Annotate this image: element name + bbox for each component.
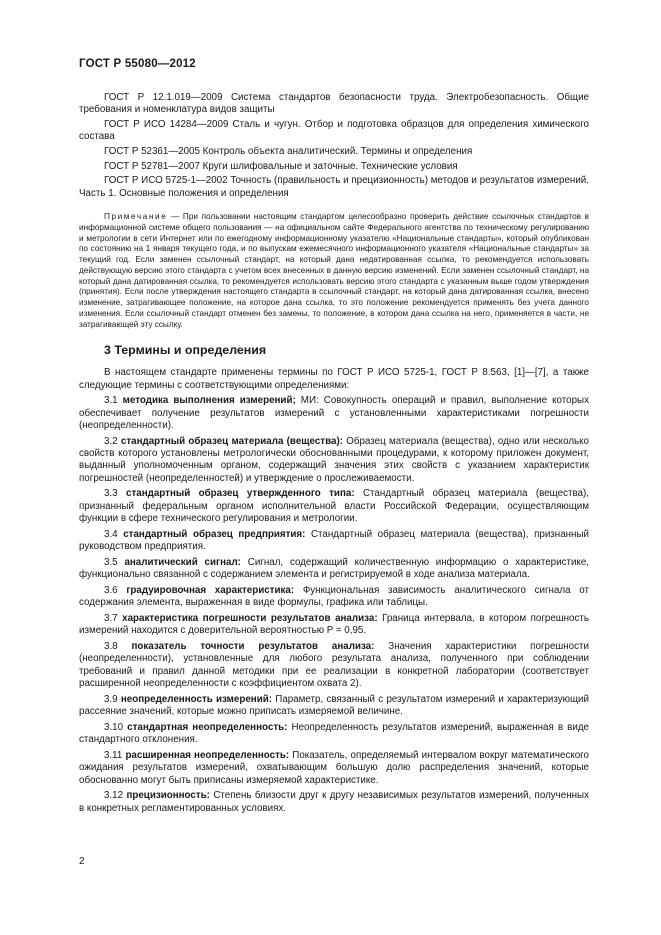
document-code-header: ГОСТ Р 55080—2012 [79,58,196,70]
note-paragraph [79,212,589,330]
term-entry [79,722,589,747]
term-number: 3.4 [104,528,118,540]
term-definition: Показатель, определяемый интервалом вокруг математического ожидания результатов измерений, охватывающим большую долю распределения значений, которые обоснованно могут быть приписаны измеряемой характеристике. [79,749,589,786]
term-name: стандартная неопределенность: [127,721,288,733]
term-entry [79,641,589,691]
section-intro: В настоящем стандарте применены термины по ГОСТ Р ИСО 5725-1, ГОСТ Р 8.563, [1]—[7], а также следующие термины с соответствующими определениями: [79,367,589,391]
term-entry [79,529,589,554]
term-definition: Неопределенность результатов измерений, выраженная в виде стандартного отклонения. [79,721,589,746]
term-number: 3.7 [104,612,118,624]
term-definition: МИ: Совокупность операций и правил, выполнение которых обеспечивает получение результатов измерений с установленными характеристиками погрешности (неопределенности). [79,395,589,432]
term-name: прецизионность: [126,790,210,802]
reference-item: ГОСТ Р ИСО 14284—2009 Сталь и чугун. Отбор и подготовка образцов для определения химического состава [79,119,589,143]
term-name: аналитический сигнал: [124,556,241,568]
page-number: 2 [79,856,85,867]
reference-item: ГОСТ Р 12.1.019—2009 Система стандартов безопасности труда. Электробезопасность. Общие требования и номенклатура видов защиты [79,92,589,116]
term-name: стандартный образец предприятия: [123,528,306,540]
term-number: 3.6 [104,584,118,596]
term-name: неопределенность измерений: [120,693,273,705]
term-number: 3.3 [104,488,118,500]
term-definition: Функциональная зависимость аналитического сигнала от содержания элемента, выраженная в виде формулы, графика или таблицы. [79,584,589,609]
term-number: 3.11 [104,749,123,761]
term-entry [79,395,589,432]
term-entry [79,436,589,486]
term-name: показатель точности результатов анализа: [131,640,375,652]
term-entry [79,750,589,787]
term-number: 3.8 [104,640,118,652]
reference-item: ГОСТ Р 52361—2005 Контроль объекта аналитический. Термины и определения [104,146,473,157]
reference-item: ГОСТ Р 52781—2007 Круги шлифовальные и заточные. Технические условия [104,160,458,172]
note-label: Примечание [104,212,168,221]
note-text: — При пользовании настоящим стандартом целесообразно проверить действие ссылочных стандартов в информационной системе общего пользования — на официальном сайте Федерального агентства по техническому регулированию и метрологии в сети Интернет или по ежегодному информационному указателю «Национальные стандарты», который опубликован по состоянию на 1 января текущего года, и по выпускам ежемесячного информационного указателя «Национальные стандарты» за текущий год. Если заменен ссылочный стандарт, на который дана недатированная ссылка, то рекомендуется использовать действующую версию этого стандарта с учетом всех внесенных в данную версию изменений. Если заменен ссылочный стандарт, на который дана датированная ссылка, то рекомендуется использовать версию этого стандарта с указанным выше годом утверждения (принятия). Если после утверждения настоящего стандарта в ссылочный стандарт, на который дана датированная ссылка, внесено изменение, затрагивающее положение, на которое дана ссылка, то это положение рекомендуется применять без учета данного изменения. Если ссылочный стандарт отменен без замены, то положение, в котором дана ссылка на него, применяется в части, не затрагивающей эту ссылку. [79,212,589,329]
term-name: стандартный образец материала (вещества): [120,435,343,447]
normative-references-list [79,92,589,200]
page-body [79,92,589,818]
term-definition: Значения характеристики погрешности (неопределенности), установленные для любого результата анализа, полученного при соблюдении требований и правил данной методики при ее реализации в конкретной лаборатории (соответствует расширенной неопределенности с коэффициентом охвата 2). [79,640,589,690]
term-name: градуировочная характеристика: [126,584,295,596]
term-name: характеристика погрешности результатов анализа: [122,612,378,624]
section-title: 3 Термины и определения [104,343,267,358]
term-number: 3.1 [104,395,118,407]
reference-item: ГОСТ Р ИСО 5725-1—2002 Точность (правильность и прецизионность) методов и результатов измерений. Часть 1. Основные положения и определения [79,175,589,199]
term-name: расширенная неопределенность: [125,749,290,761]
term-number: 3.5 [104,556,118,568]
term-entry [79,694,589,719]
term-number: 3.10 [104,721,124,733]
term-definition: Образец материала (вещества), одно или несколько свойств которого установлены метрологически обоснованными процедурами, к которому приложен документ, выданный уполномоченным органом, содержащий значения этих свойств с указанием характеристик погрешностей (неопределенностей) и утверждение о прослеживаемости. [79,435,589,484]
term-definition: Сигнал, содержащий количественную информацию о характеристике, функционально связанной с содержанием элемента и регистрируемой в ходе анализа материала. [79,556,589,581]
term-entry [79,790,589,815]
term-definition: Параметр, связанный с результатом измерений и характеризующий рассеяние значений, которые можно приписать измеряемой величине. [79,693,589,718]
term-definition: Стандартный образец материала (вещества), признанный федеральным органом исполнительной власти Российской Федерации, осуществляющим функции в сфере технического регулирования и метрологии. [79,488,589,525]
term-entry [79,613,589,638]
term-entry [79,488,589,525]
term-definition: Граница интервала, в котором погрешность измерений находится с доверительной вероятностью P = 0,95. [79,612,589,637]
term-entry [79,585,589,610]
term-definition: Стандартный образец материала (вещества), признанный руководством предприятия. [79,528,589,553]
term-number: 3.2 [104,435,118,447]
term-name: методика выполнения измерений; [122,395,296,407]
term-entry [79,557,589,582]
term-name: стандартный образец утвержденного типа: [126,488,355,500]
term-number: 3.9 [104,693,118,705]
term-number: 3.12 [104,790,124,802]
term-definition: Степень близости друг к другу независимых результатов измерений, полученных в конкретных регламентированных условиях. [79,790,589,814]
terms-list [79,395,589,815]
